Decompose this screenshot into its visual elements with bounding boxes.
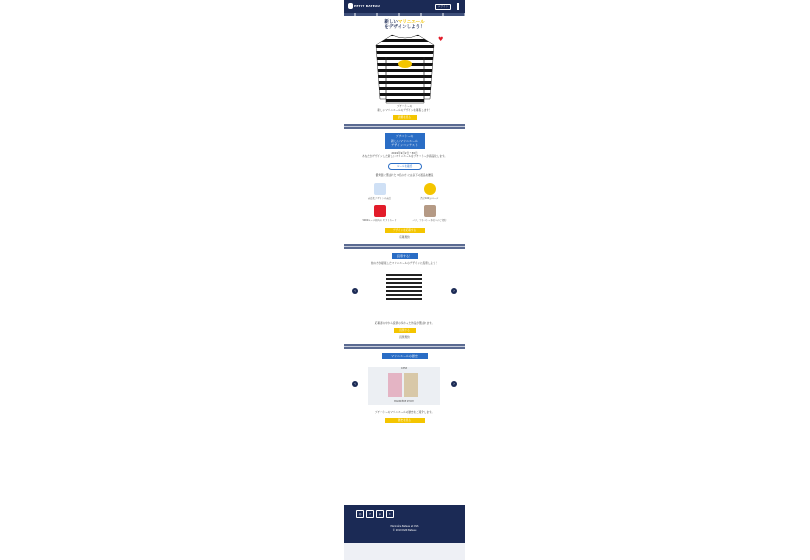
vote-carousel: [352, 270, 457, 318]
pinterest-icon[interactable]: p: [376, 510, 384, 518]
prev-arrow-icon[interactable]: ‹: [352, 381, 358, 387]
history-carousel: [352, 363, 457, 407]
history-card: [368, 367, 440, 405]
logo-icon: [348, 3, 353, 9]
section-separator: [344, 124, 465, 129]
history-desc: プチバトーのマリニエールの歴史をご紹介します。: [374, 411, 435, 414]
social-links: [356, 510, 394, 518]
prize-item: パリ、プチバトー本社へのご招待: [405, 203, 455, 225]
prev-arrow-icon[interactable]: ‹: [352, 288, 358, 294]
vote-desc: 他の方が提案したマリニエールのデザインに投票しよう！: [370, 262, 439, 265]
twitter-icon[interactable]: t: [386, 510, 394, 518]
prize-item: 賞金100万ユーロ: [405, 181, 455, 203]
vote-note[interactable]: 投票規約: [399, 336, 410, 339]
hero-caption: 新しいマリニエールのデザインを募集します！: [377, 108, 432, 112]
apply-note[interactable]: 応募規約: [399, 236, 410, 239]
hero-cta-button[interactable]: 詳細を見る: [393, 115, 417, 120]
instagram-icon[interactable]: ◎: [356, 510, 364, 518]
history-card-caption: MARINIÈRE STORY: [394, 400, 414, 403]
vote-card-text: 応募者の中から投票の多かった作品が選ばれます。: [374, 321, 435, 325]
vote-button[interactable]: 投票する: [394, 328, 416, 333]
hero-title: 新しいマリニエール をデザインしよう！: [384, 20, 425, 30]
section2-badge: プチバトーの 新しいマリニエール デザインコンテスト: [385, 133, 425, 149]
bag-icon: [374, 205, 386, 217]
vote-shirt-image: [386, 274, 422, 300]
shirt-image: [374, 33, 436, 105]
next-arrow-icon[interactable]: ›: [451, 288, 457, 294]
heart-icon[interactable]: ♥: [438, 36, 444, 43]
prize-item: 5000ユーロ相当の ギフトカード: [355, 203, 405, 225]
stripe-divider: [344, 13, 465, 16]
footer-line1: Marinière Bateau et CSS: [390, 525, 419, 528]
next-arrow-icon[interactable]: ›: [451, 381, 457, 387]
hero-caption-small: プチバトーの: [396, 105, 413, 108]
pet-icon: [424, 205, 436, 217]
history-button[interactable]: 歴史を見る: [385, 418, 425, 423]
section2-desc: あなたがデザインした新しいマリニエールをプチバトーが商品化します。: [362, 155, 447, 158]
sweater-icon: [374, 183, 386, 195]
striped-shirt-icon: [374, 33, 436, 105]
award-title: 優秀賞に選ばれた 3名の方 には以下の賞品を贈呈: [375, 173, 434, 177]
medal-icon: [424, 183, 436, 195]
history-card-title: 1858: [400, 367, 408, 370]
history-photo: [404, 373, 418, 397]
prize-item: 商品化デザインの商品: [355, 181, 405, 203]
menu-icon[interactable]: [457, 3, 459, 10]
vote-badge: 投票する！: [392, 253, 418, 260]
apply-button[interactable]: デザインを応募する: [385, 228, 425, 233]
brand-name: PETIT BATEAU: [354, 4, 381, 8]
history-badge: マリニエールの歴史: [382, 353, 428, 360]
header-button[interactable]: ログイン: [435, 4, 451, 10]
facebook-icon[interactable]: f: [366, 510, 374, 518]
footer-line2: © 2019 Petit Bateau: [392, 529, 417, 532]
history-photo: [388, 373, 402, 397]
section-separator: [344, 244, 465, 249]
email-page: [344, 0, 465, 560]
footer: [344, 505, 465, 560]
footer-legal-area: [344, 543, 465, 560]
header-bar: [344, 0, 465, 13]
section-separator: [344, 344, 465, 349]
rules-button[interactable]: ルールを確認: [388, 163, 422, 170]
period-text: 2019年9月2日～30日: [391, 151, 418, 155]
prize-grid: [355, 181, 455, 225]
